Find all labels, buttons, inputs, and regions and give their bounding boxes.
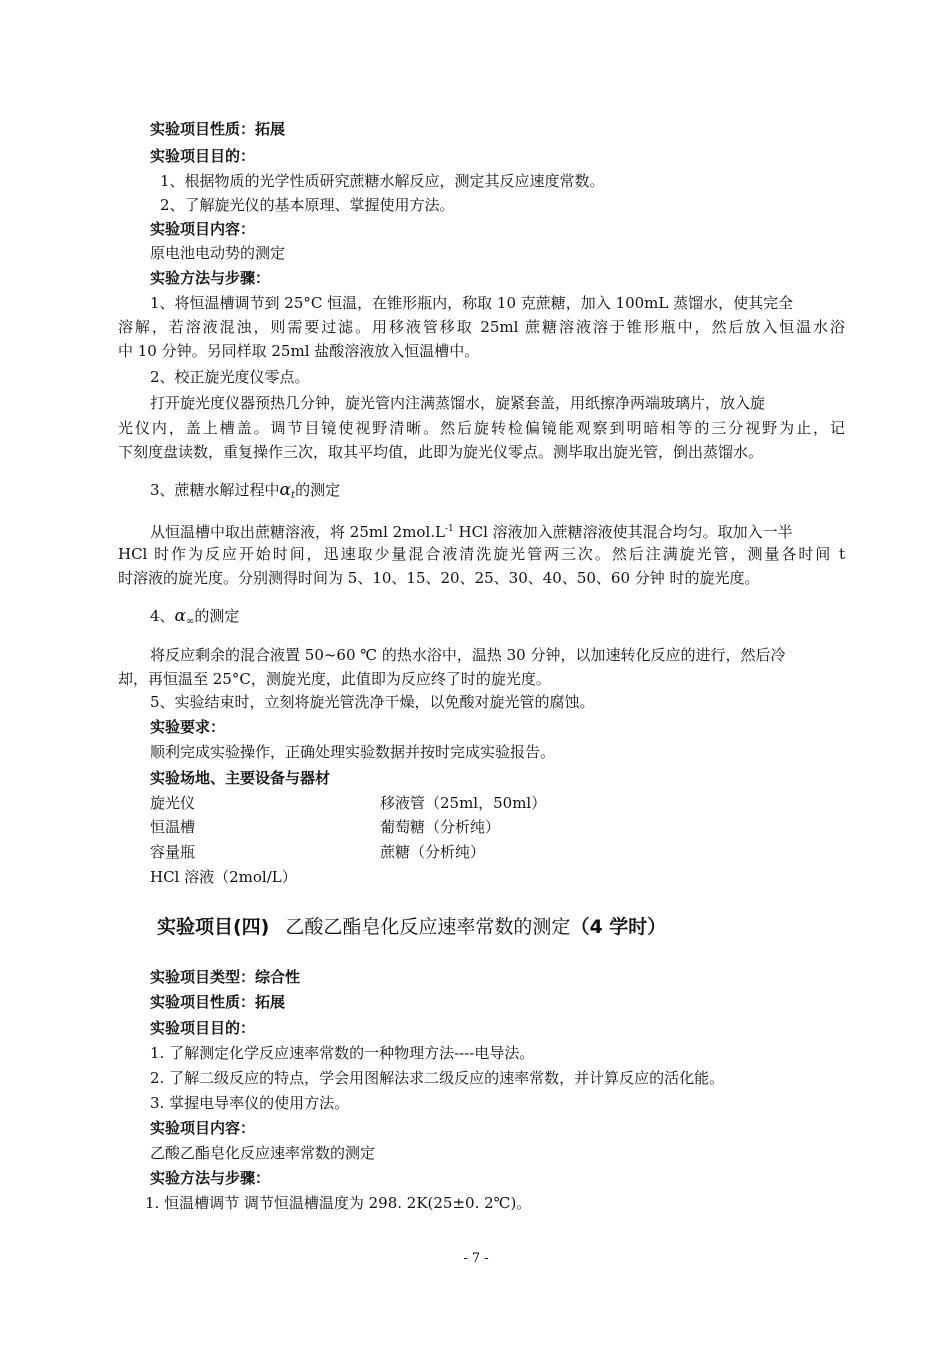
purpose-label: 实验项目目的： — [150, 147, 256, 165]
equipment-label: 实验场地、主要设备与器材 — [150, 769, 331, 787]
method-label: 实验方法与步骤： — [150, 1169, 271, 1187]
experiment-type: 实验项目类型：综合性 — [150, 968, 301, 986]
equipment-item: 移液管（25ml，50ml） — [380, 794, 547, 812]
content-label: 实验项目内容： — [150, 1119, 256, 1137]
superscript: -1 — [444, 524, 454, 534]
subscript-t: t — [291, 490, 296, 501]
equipment-item: HCl 溶液（2mol/L） — [150, 868, 297, 886]
purpose-label: 实验项目目的： — [150, 1019, 256, 1037]
purpose-item: 1. 了解测定化学反应速率常数的一种物理方法----电导法。 — [150, 1044, 535, 1062]
step2-line: 下刻度盘读数，重复操作三次，取其平均值，此即为旋光仪零点。测毕取出旋光管，倒出蒸馏水。 — [118, 443, 764, 461]
step1-line: 中 10 分钟。另同样取 25ml 盐酸溶液放入恒温槽中。 — [118, 342, 480, 360]
page-number: - 7 - — [463, 1251, 489, 1266]
equipment-item: 恒温槽 — [150, 818, 196, 836]
step1-line: 1、将恒温槽调节到 25°C 恒温，在锥形瓶内，称取 10 克蔗糖，加入 100mL 蒸馏水，使其完全 — [150, 294, 794, 312]
step2-line: 打开旋光度仪器预热几分钟，旋光管内注满蒸馏水，旋紧套盖，用纸擦净两端玻璃片，放入旋 — [150, 394, 766, 412]
equipment-item: 旋光仪 — [150, 794, 196, 812]
method-label: 实验方法与步骤： — [150, 269, 271, 287]
purpose-item: 3. 掌握电导率仪的使用方法。 — [150, 1094, 350, 1112]
heading-hours: （4 学时） — [570, 916, 667, 938]
step4-line: 将反应剩余的混合液置 50~60 ℃ 的热水浴中，温热 30 分钟，以加速转化反应的进行，然后冷 — [150, 646, 786, 664]
experiment-nature: 实验项目性质：拓展 — [150, 993, 286, 1011]
equipment-item: 容量瓶 — [150, 843, 196, 861]
purpose-item: 2. 了解二级反应的特点，学会用图解法求二级反应的速率常数，并计算反应的活化能。 — [150, 1069, 725, 1087]
content-text: 乙酸乙酯皂化反应速率常数的测定 — [150, 1144, 376, 1162]
step4-suffix: 的测定 — [194, 607, 240, 625]
content-label: 实验项目内容： — [150, 220, 256, 238]
step3-title — [150, 478, 340, 508]
heading-bold: 实验项目(四) — [157, 916, 270, 938]
purpose-item: 2、了解旋光仪的基本原理、掌握使用方法。 — [160, 196, 455, 214]
step1-line: 溶解，若溶液混浊，则需要过滤。用移液管移取 25ml 蔗糖溶液溶于锥形瓶中，然后放入恒温水浴 — [118, 318, 845, 336]
step3-prefix: 3、蔗糖水解过程中 — [150, 481, 280, 499]
step3-line-part: 从恒温槽中取出蔗糖溶液，将 25ml 2mol.L — [150, 523, 445, 541]
equipment-item: 葡萄糖（分析纯） — [380, 818, 501, 836]
step2-title: 2、校正旋光度仪零点。 — [150, 368, 310, 386]
step3-line: 时溶液的旋光度。分别测得时间为 5、10、15、20、25、30、40、50、60 分钟 时的旋光度。 — [118, 569, 760, 587]
step4-line: 却，再恒温至 25°C，测旋光度，此值即为反应终了时的旋光度。 — [118, 670, 551, 688]
step4-title — [150, 604, 239, 634]
section-heading — [157, 913, 666, 941]
step3-suffix: 的测定 — [295, 481, 341, 499]
step2-line: 光仪内，盖上槽盖。调节目镜使视野清晰。然后旋转检偏镜能观察到明暗相等的三分视野为止，记 — [118, 419, 845, 437]
requirement-text: 顺利完成实验操作，正确处理实验数据并按时完成实验报告。 — [150, 743, 556, 761]
content-text: 原电池电动势的测定 — [150, 244, 286, 262]
equipment-item: 蔗糖（分析纯） — [380, 843, 486, 861]
alpha-symbol: α — [279, 480, 292, 500]
alpha-symbol: α — [174, 606, 187, 626]
step3-line-part: HCl 溶液加入蔗糖溶液使其混合均匀。取加入一半 — [453, 523, 793, 541]
requirement-label: 实验要求： — [150, 718, 226, 736]
purpose-item: 1、根据物质的光学性质研究蔗糖水解反应，测定其反应速度常数。 — [160, 172, 605, 190]
step3-line — [150, 517, 793, 544]
heading-title: 乙酸乙酯皂化反应速率常数的测定 — [285, 916, 571, 938]
step3-line: HCl 时作为反应开始时间，迅速取少量混合液清洗旋光管两三次。然后注满旋光管，测量各时间 t — [118, 545, 845, 563]
experiment-nature: 实验项目性质：拓展 — [150, 120, 286, 138]
step4-prefix: 4、 — [150, 607, 175, 625]
step1-line: 1. 恒温槽调节 调节恒温槽温度为 298. 2K(25±0. 2℃)。 — [145, 1194, 532, 1212]
step5-line: 5、实验结束时，立刻将旋光管洗净干燥，以免酸对旋光管的腐蚀。 — [150, 693, 595, 711]
subscript-infinity: ∞ — [186, 616, 195, 627]
